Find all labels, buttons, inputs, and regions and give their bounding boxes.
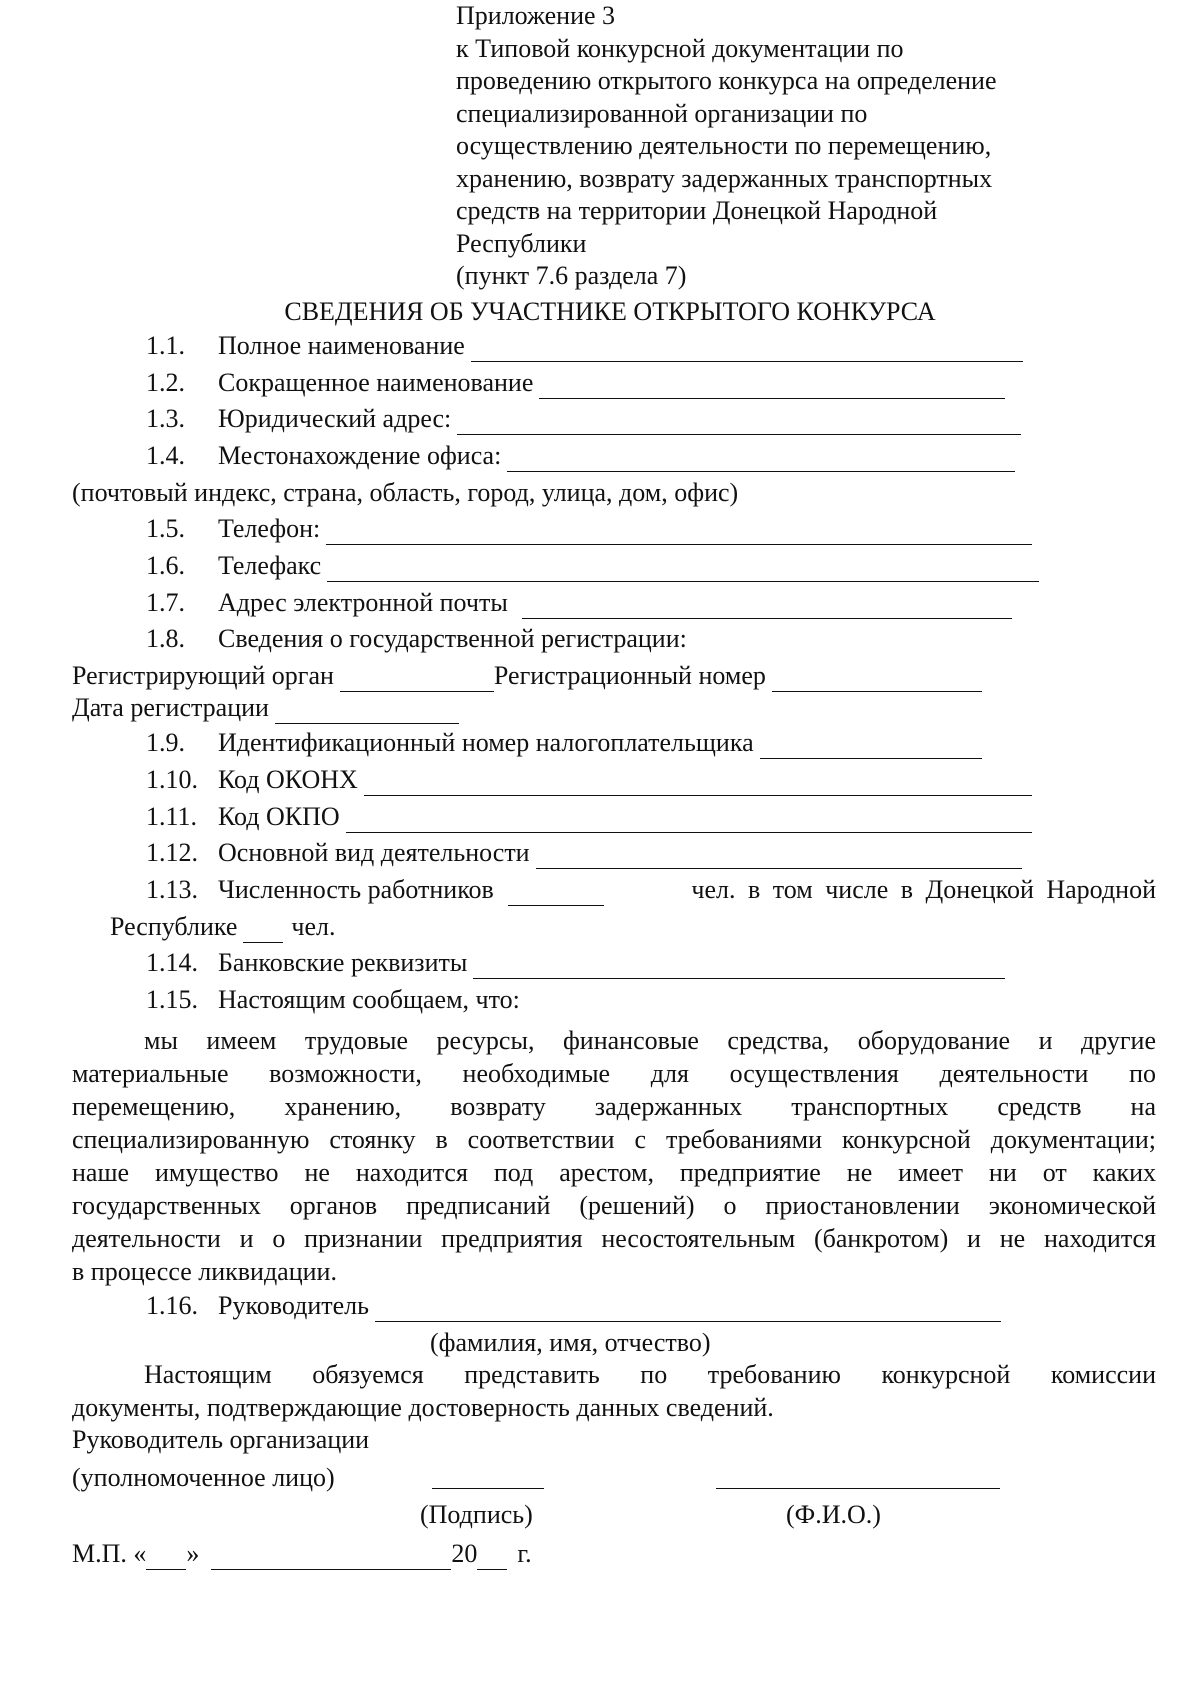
commitment-line: документы, подтверждающие достоверность данных сведений. (72, 1393, 774, 1422)
field-okpo (146, 801, 1032, 833)
statement-line: в процессе ликвидации. (72, 1257, 337, 1286)
registration-number-label: Регистрационный номер (493, 661, 766, 690)
registration-organ-input[interactable] (340, 665, 494, 692)
appendix-line: Приложение 3 (456, 1, 616, 30)
full-name-input[interactable] (471, 335, 1023, 362)
staff-republic-row (110, 911, 336, 943)
field-fax (146, 550, 1039, 582)
main-activity-input[interactable] (536, 842, 1022, 869)
appendix-header (456, 0, 997, 293)
field-full-name (146, 330, 1023, 362)
field-bank-details (146, 947, 1005, 979)
item-label: Адрес электронной почты (218, 588, 508, 617)
statement-line: перемещению, хранению, возврату задержанных транспортных средств на (72, 1092, 1156, 1121)
item-number: 1.5. (146, 514, 185, 543)
item-number: 1.8. (146, 624, 185, 653)
head-hint: (фамилия, имя, отчество) (430, 1328, 711, 1357)
item-number: 1.10. (146, 765, 198, 794)
field-legal-address (146, 403, 1021, 435)
staff-count-middle: чел. в том числе в Донецкой Народной (691, 875, 1156, 904)
item-label: Идентификационный номер налогоплательщика (218, 728, 754, 757)
item-number: 1.2. (146, 368, 185, 397)
item-number: 1.1. (146, 331, 185, 360)
item-label: Численность работников (218, 875, 494, 904)
item-label: Код ОКОНХ (218, 765, 358, 794)
full-name-caption: (Ф.И.О.) (786, 1500, 881, 1529)
bank-details-input[interactable] (473, 952, 1005, 979)
statement-line: специализированную стоянку в соответствии с требованиями конкурсной документации; (72, 1125, 1156, 1154)
registration-organ-row (72, 660, 982, 692)
statement-line: материальные возможности, необходимые для осуществления деятельности по (72, 1059, 1156, 1088)
item-label: Настоящим сообщаем, что: (218, 985, 520, 1014)
okonh-input[interactable] (364, 769, 1032, 796)
field-email (146, 587, 1012, 619)
email-input[interactable] (522, 592, 1012, 619)
item-number: 1.12. (146, 838, 198, 867)
item-number: 1.6. (146, 551, 185, 580)
item-label: Местонахождение офиса: (218, 441, 502, 470)
staff-unit: чел. (291, 912, 336, 941)
appendix-line: к Типовой конкурсной документации по (456, 33, 904, 63)
appendix-line: Республики (456, 228, 587, 258)
okpo-input[interactable] (346, 806, 1032, 833)
statement-paragraph (72, 1024, 1156, 1288)
year-input[interactable] (477, 1543, 507, 1570)
field-office-location (146, 440, 1015, 472)
field-okonh (146, 764, 1032, 796)
fax-input[interactable] (327, 555, 1039, 582)
phone-input[interactable] (326, 518, 1032, 545)
item-number: 1.13. (146, 875, 198, 904)
item-number: 1.3. (146, 404, 185, 433)
appendix-line: средств на территории Донецкой Народной (456, 196, 938, 225)
item-label: Полное наименование (218, 331, 465, 360)
item-number: 1.16. (146, 1291, 198, 1320)
item-number: 1.7. (146, 588, 185, 617)
field-tax-id (146, 727, 982, 759)
staff-republic-input[interactable] (243, 916, 283, 943)
field-staff-count (146, 874, 1156, 906)
head-name-input[interactable] (375, 1295, 1001, 1322)
full-name-line[interactable] (716, 1486, 1000, 1489)
office-location-input[interactable] (507, 445, 1015, 472)
quote-close: » (186, 1539, 200, 1568)
item-number: 1.14. (146, 948, 198, 977)
item-number: 1.9. (146, 728, 185, 757)
statement-line: наше имущество не находится под арестом, предприятие не имеет ни от каких (72, 1158, 1156, 1187)
day-input[interactable] (146, 1543, 186, 1570)
registration-date-input[interactable] (275, 697, 459, 724)
item-label: Юридический адрес: (218, 404, 452, 433)
statement-line: государственных органов предписаний (решений) о приостановлении экономической (72, 1191, 1156, 1220)
head-org-label: Руководитель организации (72, 1425, 370, 1454)
appendix-line: хранению, возврату задержанных транспортных (456, 163, 993, 193)
field-main-activity (146, 837, 1022, 869)
registration-number-input[interactable] (772, 665, 982, 692)
item-number: 1.11. (146, 802, 198, 831)
item-label: Руководитель (218, 1291, 369, 1320)
address-hint: (почтовый индекс, страна, область, город, улица, дом, офис) (72, 478, 739, 507)
authorized-person-label: (уполномоченное лицо) (72, 1463, 335, 1492)
month-input[interactable] (211, 1543, 451, 1570)
field-short-name (146, 367, 1005, 399)
signature-caption: (Подпись) (420, 1500, 533, 1529)
item-label: Основной вид деятельности (218, 838, 530, 867)
commitment-paragraph (72, 1358, 1156, 1424)
staff-republic-label: Республике (110, 912, 238, 941)
staff-count-left (146, 874, 604, 906)
commitment-line: Настоящим обязуемся представить по требованию конкурсной комиссии (144, 1360, 1156, 1389)
item-label: Банковские реквизиты (218, 948, 468, 977)
seal-label: М.П. « (72, 1539, 147, 1568)
legal-address-input[interactable] (457, 408, 1021, 435)
signature-line[interactable] (432, 1486, 544, 1489)
seal-date-row (72, 1538, 532, 1570)
appendix-line: (пункт 7.6 раздела 7) (456, 261, 687, 290)
item-label: Сведения о государственной регистрации: (218, 624, 687, 653)
statement-line: мы имеем трудовые ресурсы, финансовые средства, оборудование и другие (144, 1026, 1156, 1055)
registration-date-row (72, 692, 459, 724)
item-number: 1.15. (146, 985, 198, 1014)
item-label: Телефакс (218, 551, 322, 580)
statement-line: деятельности и о признании предприятия несостоятельным (банкротом) и не находится (72, 1224, 1156, 1253)
year-prefix: 20 (451, 1539, 478, 1568)
field-phone (146, 513, 1032, 545)
appendix-line: осуществлению деятельности по перемещению, (456, 131, 992, 160)
short-name-input[interactable] (539, 372, 1005, 399)
item-number: 1.4. (146, 441, 185, 470)
year-suffix: г. (517, 1539, 532, 1568)
tax-id-input[interactable] (760, 732, 982, 759)
staff-count-input[interactable] (508, 879, 604, 906)
field-statement (146, 984, 520, 1016)
registration-date-label: Дата регистрации (72, 693, 269, 722)
item-label: Телефон: (218, 514, 321, 543)
appendix-line: проведению открытого конкурса на определение (456, 66, 997, 95)
field-head (146, 1290, 1001, 1322)
form-title: СВЕДЕНИЯ ОБ УЧАСТНИКЕ ОТКРЫТОГО КОНКУРСА (284, 297, 936, 326)
registration-organ-label: Регистрирующий орган (72, 661, 334, 690)
item-label: Код ОКПО (218, 802, 340, 831)
field-registration (146, 623, 687, 655)
appendix-line: специализированной организации по (456, 98, 868, 128)
item-label: Сокращенное наименование (218, 368, 534, 397)
